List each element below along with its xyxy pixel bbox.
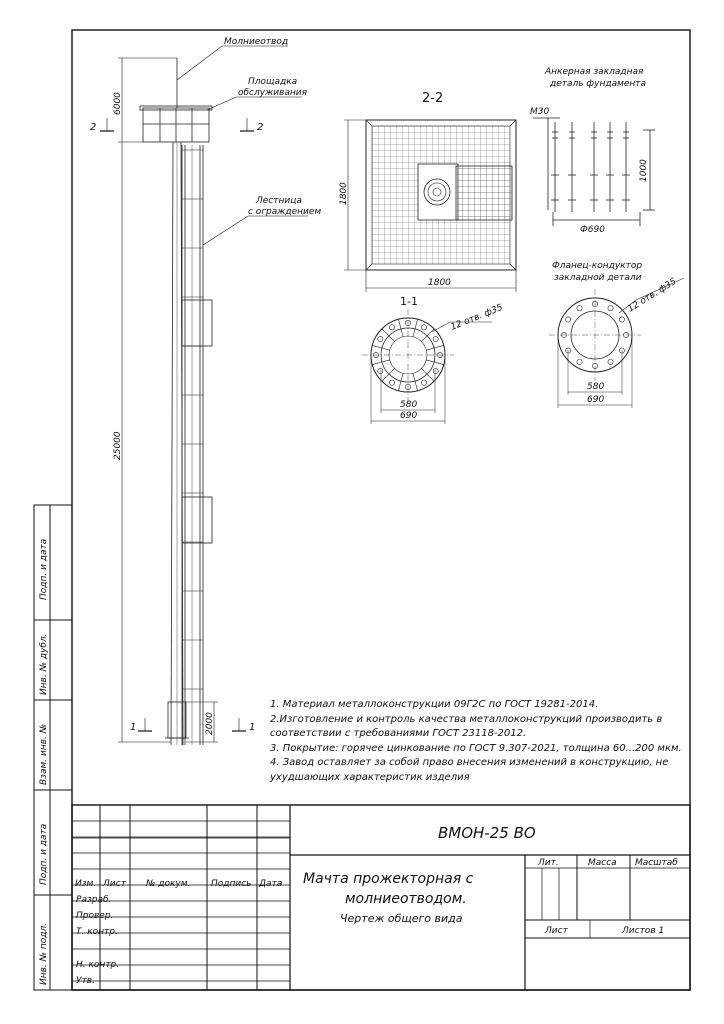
stiffener-rib <box>421 368 434 381</box>
bolt-hole <box>378 336 383 341</box>
side-stamp-label: Взам. инв. № <box>39 723 49 785</box>
side-stamp-label: Инв. № дубл. <box>39 633 49 695</box>
col-header-doc: № докум. <box>146 879 191 889</box>
anchor-diameter: Ф690 <box>580 225 605 235</box>
section-mark: 2 <box>90 122 97 133</box>
role-label: Т. контр. <box>76 927 118 937</box>
section-1-1-title: 1-1 <box>400 295 418 308</box>
stiffener-rib <box>426 345 443 350</box>
side-stamp-label: Подп. и дата <box>39 823 49 885</box>
drawing-name-line1: Мачта прожекторная с <box>303 871 474 887</box>
bolt-hole <box>378 368 383 373</box>
flange-hole <box>577 306 582 311</box>
section-1-1-holes-label: 12 отв. ф35 <box>449 302 505 333</box>
flange-inner-dim: 580 <box>587 382 605 392</box>
note-item: 3. Покрытие: горячее цинкование по ГОСТ 9.307-2021, толщина 60...200 мкм. <box>270 742 682 754</box>
flange-view <box>549 278 684 408</box>
anchor-thread: М30 <box>530 107 550 117</box>
col-header-list: Лист <box>103 879 126 889</box>
flange-title-line1: Фланец-кондуктор <box>552 261 643 271</box>
flange-hole <box>619 317 624 322</box>
lit-label: Лит. <box>538 858 559 868</box>
bolt-hole <box>421 325 426 330</box>
flange-hole <box>608 359 613 364</box>
mast-dimensions <box>100 46 308 742</box>
stiffener-rib <box>413 373 418 390</box>
section-1-1-inner-dim: 580 <box>400 400 418 410</box>
role-label: Н. контр. <box>76 960 120 970</box>
flange-hole <box>577 359 582 364</box>
plan-view-title: 2-2 <box>422 91 444 106</box>
sheet-frame <box>34 30 690 990</box>
drawing-name-line2: молниеотводом. <box>345 891 467 907</box>
plan-dim-width: 1800 <box>428 278 451 288</box>
scale-label: Масштаб <box>635 858 678 868</box>
plan-dim-height: 1800 <box>339 182 349 205</box>
bolt-hole <box>389 325 394 330</box>
general-notes <box>270 698 690 785</box>
anchor-title-line2: деталь фундамента <box>550 79 647 89</box>
lightning-rod-label: Молниеотвод <box>224 37 289 47</box>
side-stamp-label: Инв. № подл. <box>39 922 49 985</box>
col-header-date: Дата <box>259 879 283 889</box>
section-mark: 1 <box>130 722 137 733</box>
dim-bottom: 2000 <box>205 712 215 735</box>
flange-hole <box>608 306 613 311</box>
stiffener-rib <box>413 319 418 336</box>
note-item: 4. Завод оставляет за собой право внесения изменений в конструкцию, не ухудшающих характеристик изделия <box>270 757 669 783</box>
section-mark: 2 <box>257 122 264 133</box>
bolt-hole <box>421 380 426 385</box>
section-1-1-labels <box>400 295 505 421</box>
note-item: 2.Изготовление и контроль качества металлоконструкций производить в соответствии с требованиями ГОСТ 23118-2012. <box>270 713 663 739</box>
note-item: 1. Материал металлоконструкции 09Г2С по ГОСТ 19281-2014. <box>270 699 599 710</box>
side-stamp <box>39 539 49 985</box>
role-label: Утв. <box>76 976 95 986</box>
stiffener-rib <box>426 360 443 365</box>
side-stamp-label: Подп. и дата <box>39 538 49 600</box>
stiffener-rib <box>372 345 389 350</box>
section-mark: 1 <box>249 722 256 733</box>
flange-outer-dim: 690 <box>587 395 605 405</box>
platform-label-line2: обслуживания <box>238 88 308 98</box>
title-block-text <box>75 824 678 986</box>
platform-label-line1: Площадка <box>248 77 298 87</box>
document-code: ВМОН-25 ВО <box>438 824 536 842</box>
stiffener-rib <box>421 329 434 342</box>
col-header-sign: Подпись <box>211 879 252 889</box>
stiffener-rib <box>398 373 403 390</box>
section-1-1-outer-dim: 690 <box>400 411 418 421</box>
anchor-height: 1000 <box>639 159 649 182</box>
stiffener-rib <box>382 329 395 342</box>
bolt-hole <box>389 380 394 385</box>
dim-total: 25000 <box>113 431 123 460</box>
flange-hole <box>566 317 571 322</box>
ladder-label-line1: Лестница <box>256 196 302 206</box>
plan-view-2-2 <box>344 120 516 292</box>
sheets-label: Листов 1 <box>622 926 665 936</box>
mast-elevation <box>140 58 212 745</box>
flange-holes-label: 12 отв. ф35 <box>626 276 679 315</box>
dim-top: 6000 <box>113 92 123 115</box>
anchor-bolts <box>551 122 630 212</box>
stiffener-rib <box>382 368 395 381</box>
drawing-subtitle: Чертеж общего вида <box>340 912 463 925</box>
stiffener-rib <box>372 360 389 365</box>
flange-title-line2: закладной детали <box>554 273 642 283</box>
stiffener-rib <box>398 319 403 336</box>
bolt-hole <box>433 336 438 341</box>
section-1-1 <box>362 309 492 424</box>
ladder-label-line2: с ограждением <box>248 207 322 217</box>
anchor-title-line1: Анкерная закладная <box>545 67 644 77</box>
bolt-hole <box>433 368 438 373</box>
sheet-label: Лист <box>545 926 568 936</box>
role-label: Провер. <box>76 911 114 921</box>
col-header-izm: Изм. <box>75 879 97 889</box>
mass-label: Масса <box>588 858 617 868</box>
role-label: Разраб. <box>76 895 112 905</box>
